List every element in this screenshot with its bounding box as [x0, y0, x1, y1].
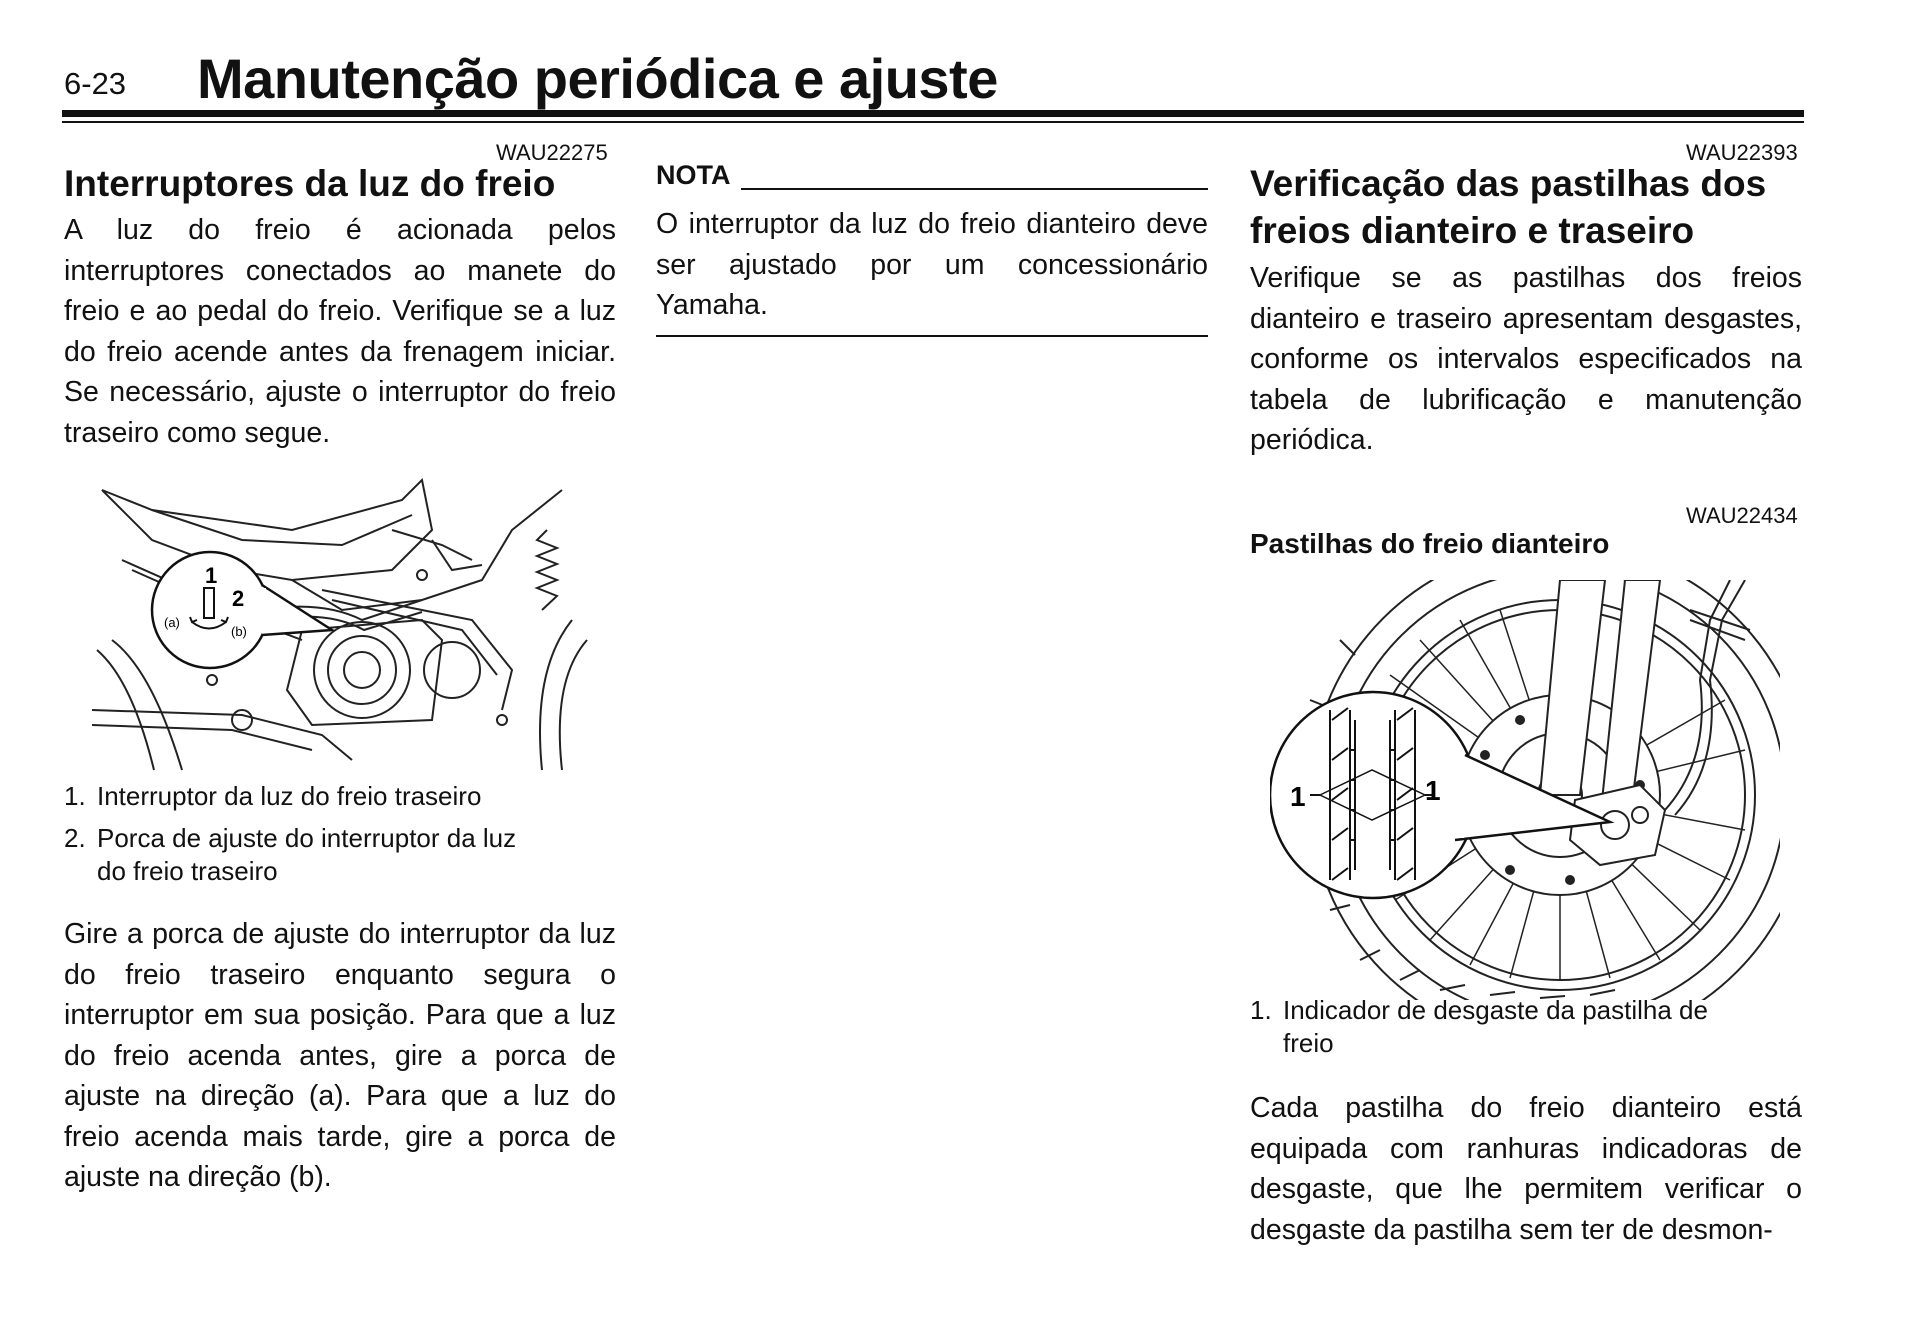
- page-number: 6-23: [64, 66, 127, 101]
- brake-pad-figure: [1270, 580, 1780, 1000]
- caption-number: 1.: [64, 781, 86, 811]
- caption-number: 2.: [64, 823, 86, 853]
- caption-text: Porca de ajuste do interruptor da luz: [97, 823, 517, 853]
- note-label: NOTA: [656, 160, 741, 190]
- caption-text: Interruptor da luz do freio traseiro: [97, 781, 482, 811]
- body-paragraph: Verifique se as pastilhas dos freios dianteiro e traseiro apresentam desgastes, conforme os intervalos especificados na tabela de lubrificação e manutenção periódica.: [1250, 262, 1802, 456]
- body-paragraph: A luz do freio é acionada pelos interruptores conectados ao manete do freio e ao pedal do freio. Verifique se a luz do freio acende antes da frenagem iniciar. Se necessário, ajuste o interruptor do freio traseiro como segue.: [64, 214, 616, 449]
- caption-text-continued: freio: [1283, 1028, 1334, 1058]
- section-code: WAU22393: [1686, 140, 1798, 165]
- body-paragraph: Gire a porca de ajuste do interruptor da luz do freio traseiro enquanto segura o interruptor em sua posição. Para que a luz do freio acenda antes, gire a porca de ajuste na direção (a). Para que a luz do freio acenda mais tarde, gire a porca de ajuste na direção (b).: [64, 918, 616, 1193]
- figure-caption: [64, 780, 624, 888]
- header-rule: [62, 110, 1804, 117]
- figure-label-1-right: 1: [1425, 775, 1441, 806]
- figure-label-2: 2: [232, 586, 245, 611]
- brake-switch-figure: [92, 470, 592, 775]
- caption-text-continued: do freio traseiro: [97, 856, 278, 886]
- figure-label-a: (a): [164, 615, 180, 630]
- figure-label-b: (b): [231, 624, 247, 639]
- note-header: [656, 160, 1208, 190]
- caption-number: 1.: [1250, 995, 1272, 1025]
- note-text: O interruptor da luz do freio dianteiro deve ser ajustado por um concessionário Yamaha.: [656, 208, 1208, 321]
- page-title: Manutenção periódica e ajuste: [197, 47, 998, 110]
- section-code: WAU22275: [496, 140, 608, 165]
- header-rule-thin: [62, 121, 1804, 123]
- section-heading: Verificação das pastilhas dos freios dianteiro e traseiro: [1250, 163, 1767, 251]
- figure-label-1-left: 1: [1290, 781, 1306, 812]
- figure-label-1: 1: [205, 563, 218, 588]
- subsection-heading: Pastilhas do freio dianteiro: [1250, 528, 1610, 559]
- body-paragraph: Cada pastilha do freio dianteiro está equipada com ranhuras indicadoras de desgaste, que lhe permitem verificar o desgaste da pastilha sem ter de desmon-: [1250, 1092, 1802, 1246]
- caption-text: Indicador de desgaste da pastilha de: [1283, 995, 1708, 1025]
- section-code: WAU22434: [1686, 503, 1798, 528]
- section-heading: Interruptores da luz do freio: [64, 163, 556, 204]
- note-rule: [656, 335, 1208, 337]
- figure-caption: [1250, 994, 1802, 1060]
